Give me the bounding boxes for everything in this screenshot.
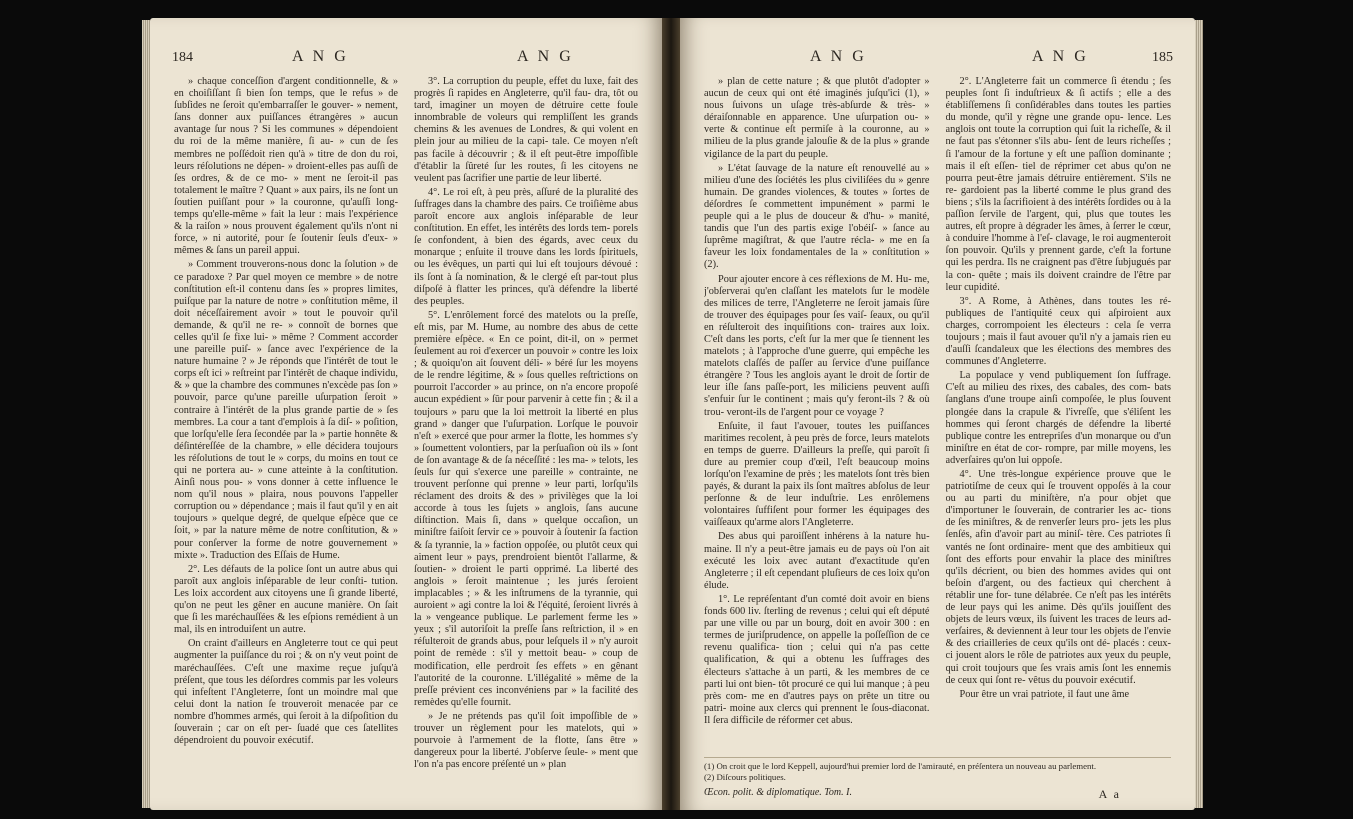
paragraph: 2°. L'Angleterre fait un commerce ſi étendu ; ſes peuples ſont ſi induſtrieux & ſi actifs ; elle a des établiſſemens ſi conſidérables dans toutes les parties du monde, qu'il y règne une grande opu- lence. Les anglois ont toute la corruption qui ſuit la richeſſe, & il ne faut pas s'étonner s'ils abu- ſent de leurs richeſſes ; ſi l'amour de la fortune y eſt une paſſion dominante ; mais il eſt eſſen- tiel de réprimer cet abus qu'on ne pourra peut-être jamais détruire entièrement. S'ils ne re- gardoient pas la liberté comme le plus grand des biens ; s'ils la ſacrifioient à des intérêts ſordides ou à la paſſion ſervile de l'argent, qui, plus que toutes les autres, eſt propre à dégrader les âmes, à ſerrer le cœur, à conduire l'homme à l'eſ- clavage, le roi augmenteroit ſon pouvoir. Qu'ils y prennent garde, c'eſt la fortune qui les perdra. Ils ne craignent pas d'être ſubjugués par la con- quête ; mais ils doivent craindre de l'être par leur cupidité. [945, 76, 1171, 293]
left-page-number: 184 [172, 50, 193, 65]
paragraph: Des abus qui paroiſſent inhérens à la nature hu- maine. Il n'y a peut-être jamais eu de pays où l'on ait exécuté les loix avec autant d'exactitude qu'en Angleterre ; il eſt cependant pluſieurs de ces loix qu'on élude. [704, 531, 930, 591]
footnote-2: (2) Diſcours politiques. [704, 771, 786, 782]
paragraph: 3°. A Rome, à Athènes, dans toutes les ré- publiques de l'antiquité ceux qui aſpiroient aux charges, corrompoient les électeurs : cela ſe verra toujours ; mais il faut avouer qu'il n'y a jamais rien eu d'auſſi ſcandaleux que les élections des membres des communes d'Angleterre. [945, 295, 1171, 368]
paragraph: » chaque conceſſion d'argent conditionnelle, & » en choiſiſſant ſi bien ſon temps, que le refus » de ſubſides ne ſeroit qu'embarraſſer le gouver- » nement, ſans donner aux puiſſances étrangères » aucun avantage ſur nous ? Si les communes » dépendoient du roi de la même manière, ſi au- » cun de ſes membres ne poſſédoit rien qu'à » titre de don du roi, leurs réſolutions ne dépen- » droient-elles pas auſſi de ſes ordres, & de ce mo- » ment ne ſeroit-il pas totalement le maître ? Quant » aux pairs, ils ne ſont un ſoutien puiſſant pour » la couronne, qu'auſſi long-temps qu'elle-même » fait la leur : mais l'expérience & la raiſon » nous prouvent également qu'ils n'ont ni force, » ni autorité, pour ſe ſoutenir ſeuls d'eux- » mêmes & ſans un pareil appui. [174, 76, 398, 257]
paragraph: » plan de cette nature ; & que plutôt d'adopter » aucun de ceux qui ont été imaginés juſqu'ici (1), » nous ſuivons un uſage très-abſurde & très- » déraiſonnable en apparence. Une uſurpation ou- » verte & continue eſt permiſe à la couronne, au » milieu de la plus grande jalouſie & de la plus » grande vigilance de la part du peuple. [704, 76, 930, 160]
paragraph: Pour ajouter encore à ces réflexions de M. Hu- me, j'obſerverai qu'en claſſant les matelots ſur le modèle des milices de terre, l'Angleterre ne ſeroit jamais ſûre de trouver des équipages pour ſes vaiſ- ſeaux, ou qu'il en réſulteroit des inquiſitions con- traires aux loix. C'eſt dans les ports, c'eſt ſur la mer que ſe tiennent les matelots ; à l'approche d'une guerre, qui empêche les matelots claſſés de paſſer au ſervice d'une puiſſance étrangère ? Tous les anglois ayant le droit de ſortir de leur iſle ſans paſſe-port, les miliciens peuvent auſſi s'enfuir ſur le continent ; mais qu'y feront-ils ? & où trou- veront-ils de l'argent pour ce voyage ? [704, 273, 930, 418]
paragraph: On craint d'ailleurs en Angleterre tout ce qui peut augmenter la puiſſance du roi ; & on n'y veut point de maréchauſſées. C'eſt une maxime reçue juſqu'à préſent, que tous les déſordres commis par les voleurs qui infeſtent l'Angleterre, ſont un moindre mal que celui dont la nation ſe trouveroit menacée par ce nombre d'hommes armés, qui ſeroit à la diſpoſition du ſouverain ; car on eſt per- ſuadé que ces ſatellites dépendroient du pouvoir exécutif. [174, 638, 398, 747]
right-page-edges [1195, 20, 1203, 808]
book-gutter [662, 18, 680, 810]
left-page [150, 18, 662, 810]
right-running-head-word-1: A N G [810, 48, 867, 65]
footnote-1: (1) On croit que le lord Keppell, aujourd'hui premier lord de l'amirauté, en préſentera un nouveau au parlement. [704, 761, 1097, 771]
footer-title: Œcon. polit. & diplomatique. Tom. I. [704, 787, 852, 798]
left-running-head [172, 48, 640, 74]
paragraph: 3°. La corruption du peuple, effet du luxe, fait des progrès ſi rapides en Angleterre, qu'il fau- dra, tôt ou tard, imaginer un moyen de détruire cette foule innombrable de voleurs qui rempliſſent les grands chemins & les avenues de Londres, & qui volent en plein jour au milieu de la capi- tale. Ce moyen n'eſt pas facile à découvrir ; & il eſt peut-être impoſſible d'établir la ſûreté ſur les routes, ſi les citoyens ne veulent pas ſacrifier une partie de leur liberté. [414, 76, 638, 184]
paragraph: La populace y vend publiquement ſon ſuffrage. C'eſt au milieu des rixes, des cabales, des com- bats ſanglans d'une troupe ainſi compoſée, le plus ſouvent plongée dans la crapule & l'ivreſſe, que s'éliſent les hommes qui ſeront chargés de défendre la liberté publique contre les entrepriſes d'un monarque ou d'un miniſtre en état de cor- rompre, par mille moyens, les adverſaires qu'on lui oppoſe. [945, 370, 1171, 466]
paragraph: 2°. Les défauts de la police ſont un autre abus qui paroît aux anglois inſéparable de leur conſti- tution. Les loix accordent aux citoyens une ſi grande liberté, qu'on ne peut les gêner en aucune manière. On ſait que ſi les maréchauſſées & les eſpions remédient à un mal, ils en introduiſent un autre. [174, 563, 398, 636]
left-running-head-word-2: A N G [517, 48, 574, 65]
page-footer [704, 787, 1171, 801]
paragraph: Enſuite, il faut l'avouer, toutes les puiſſances maritimes recolent, à peu près de force, leurs matelots en temps de guerre. D'ailleurs la preſſe, qui paroît ſi dure au premier coup d'œil, l'eſt beaucoup moins lorſqu'on l'examine de près ; les matelots ſont très bien payés, & durant la paix ils ſont maîtres abſolus de leur perſonne & de leur induſtrie. Les enrôlemens volontaires ſuffiſent pour former les équipages des vaiſſeaux qu'arme alors l'Angleterre. [704, 420, 930, 529]
paragraph: 4°. Une très-longue expérience prouve que le patriotiſme de ceux qui ſe trouvent oppoſés à la cour ou au parti du miniſtère, n'a pour objet que d'importuner le ſouverain, de contrarier les ac- tions de ſes miniſtres, & de renverſer leurs pro- jets les plus ſenſés, afin d'avoir part au miniſ- tère. Ces patriotes ſi vantés ne ſont ordinaire- ment que des ambitieux qui ſont des efforts pour envahir la place des miniſtres qu'ils décrient, ou bien des hommes avides qui ont beſoin d'argent, ou des factieux qui cherchent à rétablir une for- tune délabrée. Ce n'eſt pas les intérêts de leur pays qui les anime. Dès qu'ils jouiſſent des objets de leurs vœux, ils ſuivent les traces de leurs ad- verſaires, & deviennent à leur tour les objets de l'envie & des criailleries de ceux qu'ils ont dé- placés : ceux-ci jouent alors le rôle de patriotes aux yeux du peuple, qui croit toujours que ſes vrais amis ſont les ennemis de ceux qui ſont re- vêtus du pouvoir exécutif. [945, 469, 1171, 686]
right-column-1 [704, 76, 930, 754]
right-column-2 [946, 76, 1172, 754]
paragraph: » Comment trouverons-nous donc la ſolution » de ce paradoxe ? Par quel moyen ce membre » de notre conſtitution eſt-il contenu dans ſes » propres limites, puiſque par la nature de notre » conſtitution même, il doit néceſſairement avoir » tout le pouvoir qu'il demande, & qu'il ne re- » connoît de bornes que celles qu'il ſe fixe lui- » même ? Comment accorder une pareille puiſ- » ſance avec l'expérience de la nature humaine ? » Je réponds que l'intérêt de tout le corps eſt ici » reſtreint par l'intérêt de chaque individu, & » que la chambre des communes n'excède pas ſon » pouvoir, parce qu'une pareille uſurpation ſeroit » contraire à l'intérêt de la plus grande partie de » ſes membres. La cour a tant d'emplois à ſa diſ- » poſition, que lorſqu'elle ſera ſecondée par la » partie honnête & déſintéreſſée de la chambre, » elle décidera toujours les réſolutions de tout le » corps, du moins en tout ce qui ne portera au- » cune atteinte à la conſtitution. Ainſi nous pou- » vons donner à cette influence le nom qu'il nous » plaira, nous pouvons l'appeller corruption ou » dépendance ; mais il faut qu'il y en ait toujours » quelque degré, de quelque eſpèce que ce ſoit, » par la nature même de notre conſtitution, & » pour conſerver la forme de notre gouvernement » mixte ». Traduction des Eſſais de Hume. [174, 259, 398, 561]
paragraph: Pour être un vrai patriote, il faut une âme [959, 688, 1130, 700]
paragraph: 4°. Le roi eſt, à peu près, aſſuré de la pluralité des ſuffrages dans la chambre des pairs. Ce troiſième abus paroît encore aux anglois inſéparable de leur conſtitution. En effet, les intérêts des lords tem- porels ſe confondent, à bien des égards, avec ceux du monarque ; enſuite il trouve dans les lords ſpirituels, ou les évêques, un parti qui lui eſt toujours dévoué : ils ſont à ſa nomination, & le clergé eſt par-tout plus diſpoſé à flatter les princes, qu'à défendre la liberté des peuples. [414, 186, 638, 307]
footnotes [704, 757, 1171, 782]
left-page-edges [142, 20, 150, 808]
left-column-2 [414, 76, 638, 770]
right-running-head-word-2: A N G [1032, 48, 1089, 65]
left-running-head-word-1: A N G [292, 48, 349, 65]
paragraph: » L'état ſauvage de la nature eſt renouvellé au » milieu d'une des ſociétés les plus civiliſées du » genre humain. De grandes violences, & toutes » ſortes de déſordres ſe commettent impunément » parmi le peuple qui a le plus de douceur & d'hu- » manité, tandis que l'un des partis exige l'obéiſ- » ſance au ſuprême magiſtrat, & que l'autre récla- » me en ſa faveur les loix fondamentales de la » conſtitution » (2). [704, 162, 930, 271]
signature-mark: A a [1098, 787, 1121, 801]
left-column-1 [174, 76, 398, 770]
right-page-number: 185 [1152, 50, 1173, 65]
paragraph: 5°. L'enrôlement forcé des matelots ou la preſſe, eſt mis, par M. Hume, au nombre des abus de cette première eſpèce. « En ce point, dit-il, on » permet ſeulement au roi d'exercer un pouvoir » contre les loix ; & quoiqu'on ait ſouvent déli- » béré ſur les moyens de le rendre légitime, & » ſous quelles reſtrictions on pourroit l'accorder » au prince, on n'a encore propoſé aucun expédient » ſûr pour parvenir à cette fin ; & il a toujours » paru que la loi mettroit la liberté en plus grand » danger que l'uſurpation. Lorſque le pouvoir n'eſt » exercé que pour armer la flotte, les hommes s'y » ſoumettent volontiers, par la perſuaſion où ils » ſont de ſon avantage & de ſa néceſſité : les ma- » telots, les ſeuls ſur qui s'exerce une pareille » contrainte, ne trouvent perſonne qui prenne » leur parti, lorſqu'ils réclament des droits & des » privilèges que la loi accorde à tous les ſujets » anglois, ſans aucune diſtinction. Mais ſi, dans » quelque occaſion, un miniſtre faiſoit ſervir ce » pouvoir à ſoutenir ſa faction & ſa tyrannie, la » faction oppoſée, ou plutôt ceux qui aiment leur » pays, prendroient bientôt l'allarme, & ſoutien- » droient le parti opprimé. La liberté des anglois » ſeroit maintenue ; les jurés ſeroient implacables ; » & les inſtrumens de la tyrannie, qui auroient » agi contre la loi & l'équité, ſeroient livrés à la » vengeance publique. Le parlement ferme les » yeux ; s'il autoriſoit la preſſe ſans reſtriction, il » en réſulteroit de grands abus, pour leſquels il » n'y auroit point de remède : s'il y mettoit beau- » coup de modification, elle perdroit ſes effets » en gênant l'autorité de la couronne. L'illégalité » même de la preſſe prévient ces inconvéniens par » la facilité des remèdes qu'elle fournit. [414, 309, 638, 708]
paragraph: » Je ne prétends pas qu'il ſoit impoſſible de » trouver un règlement pour les matelots, qui » pourvoie à l'armement de la flotte, ſans être » dangereux pour la liberté. J'obſerve ſeule- » ment que l'on n'a pas encore préſenté un » plan [414, 710, 638, 770]
right-running-head [702, 48, 1173, 74]
paragraph: 1°. Le repréſentant d'un comté doit avoir en biens fonds 600 liv. ſterling de revenus ; celui qui eſt député par une ville ou par un bourg, doit en avoir 300 : en termes de juriſprudence, on appelle la poſſeſſion de ce revenu qualifica- tion ; celui qui n'a pas cette qualification, & qui a obtenu les ſuffrages des électeurs s'attache à un parti, & les membres de ce parti lui ont bien- tôt procuré ce qui lui manque ; à peu près com- me en d'autres pays on prête un titre ou patri- moine aux clercs qui prennent le ſous-diaconat. Il ſera difficile de réformer cet abus. [704, 593, 930, 726]
right-page [680, 18, 1195, 810]
